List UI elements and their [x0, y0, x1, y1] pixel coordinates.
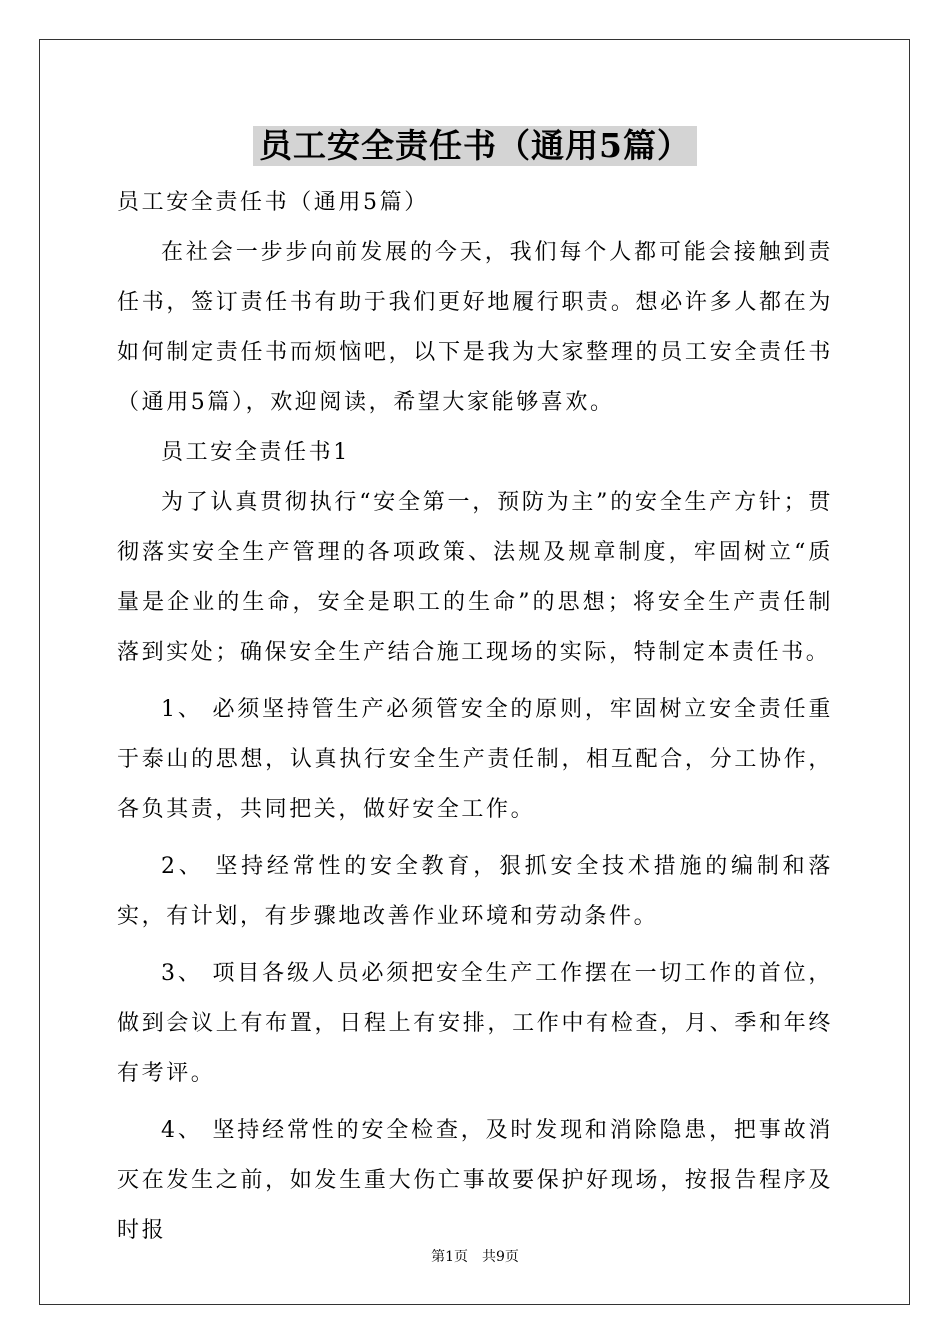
document-body	[117, 178, 833, 1256]
section-heading: 员工安全责任书1	[161, 440, 350, 465]
title-container	[0, 126, 950, 166]
list-item: 3、 项目各级人员必须把安全生产工作摆在一切工作的首位，做到会议上有布置，日程上有安排，工作中有检查，月、季和年终有考评。	[117, 961, 833, 1086]
list-item: 4、 坚持经常性的安全检查，及时发现和消除隐患，把事故消灭在发生之前，如发生重大伤亡事故要保护好现场，按报告程序及时报	[117, 1118, 833, 1243]
page-footer: 第1页 共9页	[431, 1249, 519, 1265]
list-item: 2、 坚持经常性的安全教育，狠抓安全技术措施的编制和落实，有计划，有步骤地改善作业环境和劳动条件。	[117, 854, 833, 929]
body-paragraph: 为了认真贯彻执行“安全第一，预防为主”的安全生产方针；贯彻落实安全生产管理的各项政策、法规及规章制度，牢固树立“质量是企业的生命，安全是职工的生命”的思想；将安全生产责任制落到实处；确保安全生产结合施工现场的实际，特制定本责任书。	[117, 490, 833, 665]
subtitle-paragraph: 员工安全责任书（通用5篇）	[117, 190, 429, 215]
document-title: 员工安全责任书（通用5篇）	[253, 126, 697, 166]
intro-paragraph: 在社会一步步向前发展的今天，我们每个人都可能会接触到责任书，签订责任书有助于我们更好地履行职责。想必许多人都在为如何制定责任书而烦恼吧，以下是我为大家整理的员工安全责任书（通用5篇），欢迎阅读，希望大家能够喜欢。	[117, 240, 833, 415]
list-item: 1、 必须坚持管生产必须管安全的原则，牢固树立安全责任重于泰山的思想，认真执行安全生产责任制，相互配合，分工协作，各负其责，共同把关，做好安全工作。	[117, 697, 833, 822]
